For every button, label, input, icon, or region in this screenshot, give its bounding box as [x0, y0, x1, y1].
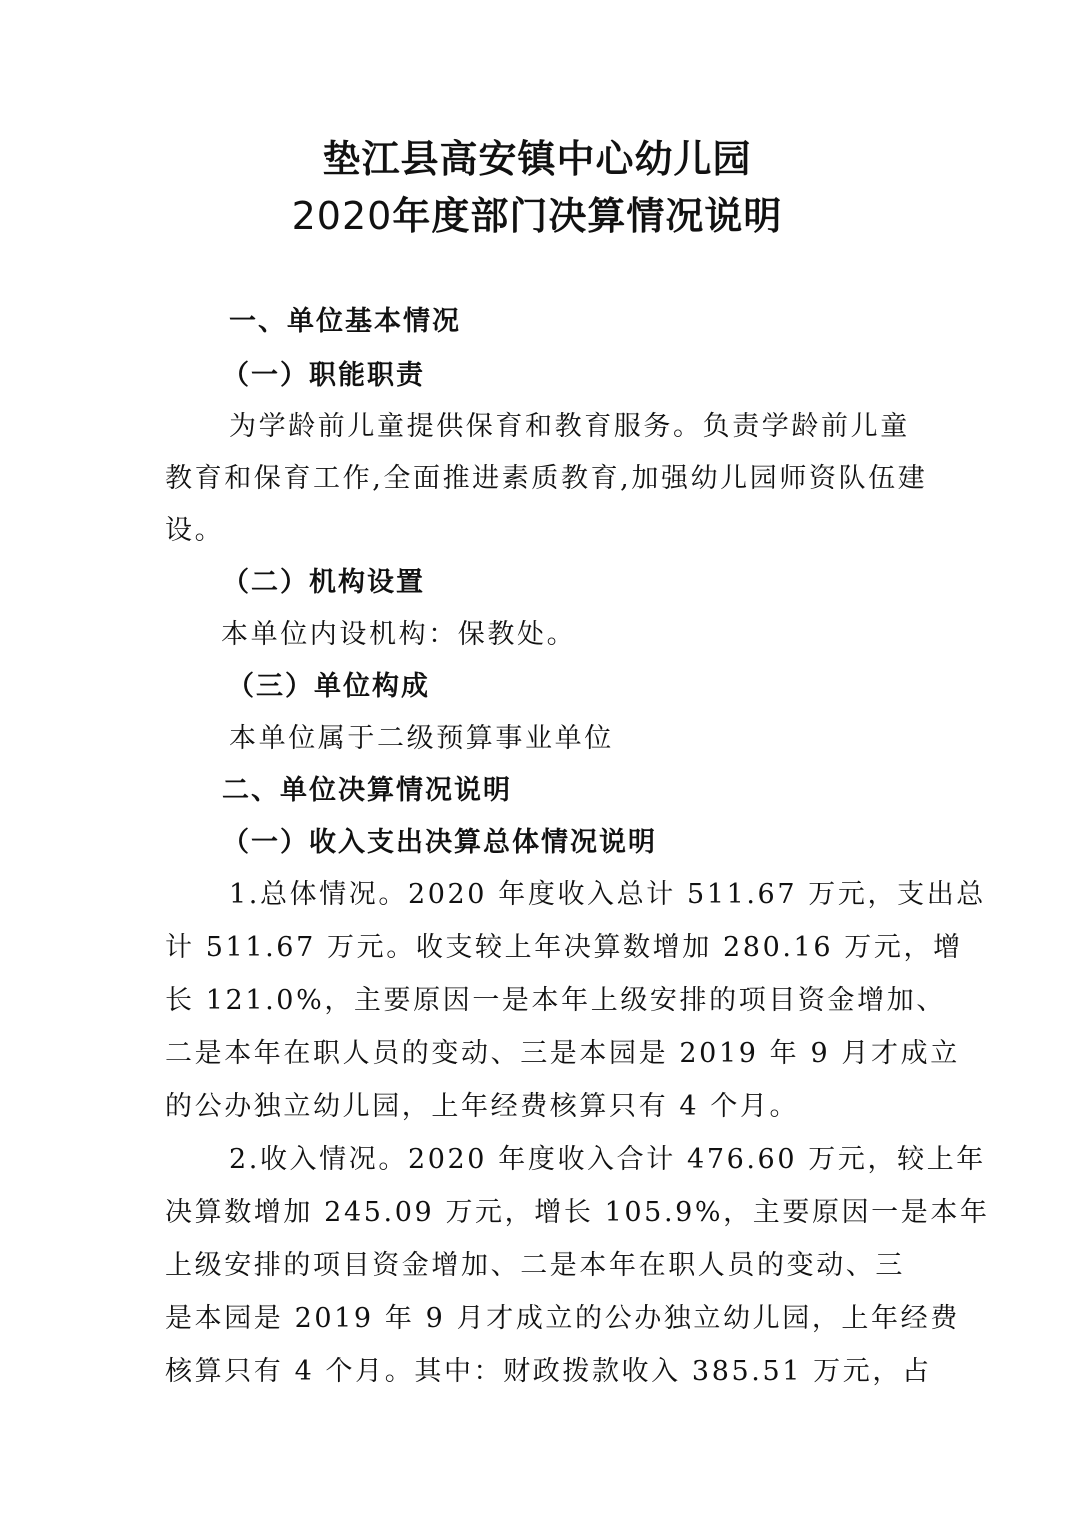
section1-sub3-heading: （三）单位构成 [227, 671, 430, 702]
section2-heading: 二、单位决算情况说明 [222, 775, 512, 806]
title-year: 2020 [291, 194, 393, 238]
title-rest: 年度部门决算情况说明 [392, 194, 783, 238]
paragraph-line: 设。 [165, 515, 225, 546]
paragraph-line: 长 121.0%，主要原因一是本年上级安排的项目资金增加、 [165, 985, 946, 1016]
section1-sub1-heading: （一）职能职责 [222, 360, 425, 391]
paragraph-line: 本单位内设机构：保教处。 [221, 619, 577, 650]
section1-sub2-heading: （二）机构设置 [222, 567, 425, 598]
paragraph-line: 二是本年在职人员的变动、三是本园是 2019 年 9 月才成立 [165, 1038, 960, 1069]
section1-heading: 一、单位基本情况 [229, 306, 461, 337]
paragraph-line: 决算数增加 245.09 万元，增长 105.9%，主要原因一是本年 [165, 1197, 990, 1228]
paragraph-line: 上级安排的项目资金增加、二是本年在职人员的变动、三 [165, 1250, 905, 1281]
paragraph-line: 本单位属于二级预算事业单位 [229, 723, 614, 754]
section2-sub1-heading: （一）收入支出决算总体情况说明 [222, 827, 657, 858]
paragraph-line: 的公办独立幼儿园，上年经费核算只有 4 个月。 [165, 1091, 800, 1122]
paragraph-line: 1.总体情况。2020 年度收入总计 511.67 万元，支出总 [229, 879, 986, 910]
paragraph-line: 为学龄前儿童提供保育和教育服务。负责学龄前儿童 [229, 411, 910, 442]
paragraph-line: 是本园是 2019 年 9 月才成立的公办独立幼儿园，上年经费 [165, 1303, 960, 1334]
paragraph-line: 2.收入情况。2020 年度收入合计 476.60 万元，较上年 [229, 1144, 986, 1175]
paragraph-line: 教育和保育工作,全面推进素质教育,加强幼儿园师资队伍建 [165, 463, 928, 494]
paragraph-line: 核算只有 4 个月。其中：财政拨款收入 385.51 万元，占 [165, 1356, 932, 1387]
paragraph-line: 计 511.67 万元。收支较上年决算数增加 280.16 万元，增 [165, 932, 963, 963]
document-title-line1: 垫江县高安镇中心幼儿园 [322, 137, 752, 181]
document-title-line2 [0, 190, 1074, 242]
